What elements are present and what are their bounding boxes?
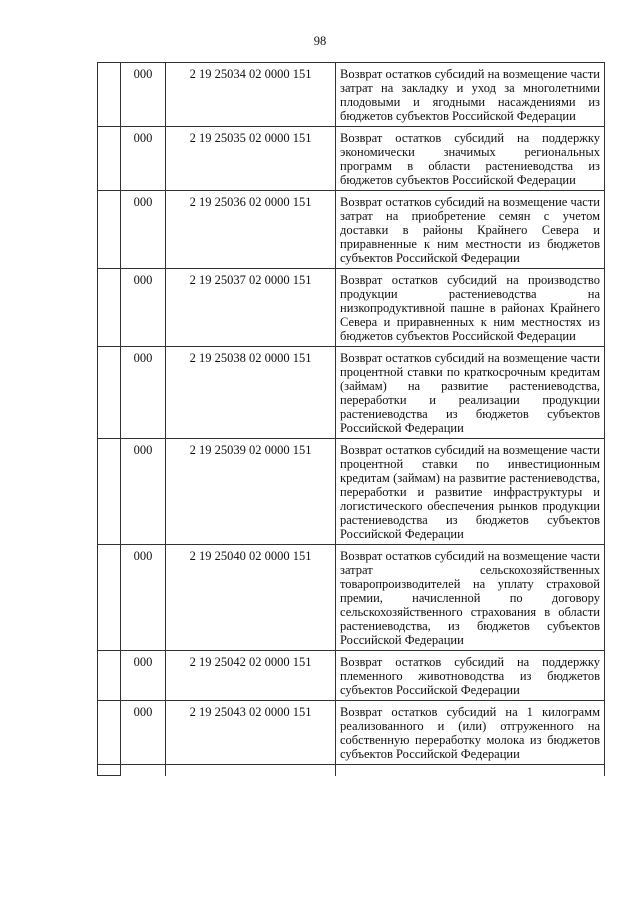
description-cell: Возврат остатков субсидий на возмещение части процентной ставки по краткосрочным кредитам (займам) на развитие растениеводства, переработки и реализации продукции растениеводства из бюджетов субъектов Российской Федерации bbox=[336, 347, 605, 439]
description-cell: Возврат остатков субсидий на возмещение части затрат сельскохозяйственных товаропроизводителей на уплату страховой премии, начисленной по договору сельскохозяйственного страхования в области растениеводства, из бюджетов субъектов Российской Федерации bbox=[336, 545, 605, 651]
description-cell: Возврат остатков субсидий на поддержку экономически значимых региональных программ в области растениеводства из бюджетов субъектов Российской Федерации bbox=[336, 127, 605, 191]
table-row bbox=[98, 191, 605, 269]
blank-cell bbox=[98, 765, 121, 776]
admin-code-cell: 000 bbox=[121, 63, 166, 127]
blank-cell bbox=[98, 545, 121, 651]
budget-code-cell: 2 19 25037 02 0000 151 bbox=[166, 269, 336, 347]
admin-code-cell: 000 bbox=[121, 701, 166, 765]
table-row bbox=[98, 269, 605, 347]
budget-code-cell: 2 19 25043 02 0000 151 bbox=[166, 701, 336, 765]
blank-cell bbox=[98, 439, 121, 545]
blank-cell bbox=[98, 269, 121, 347]
table-row-continuation bbox=[98, 765, 605, 776]
blank-cell bbox=[336, 765, 605, 776]
admin-code-cell: 000 bbox=[121, 347, 166, 439]
table-body bbox=[98, 63, 605, 776]
table-row bbox=[98, 439, 605, 545]
blank-cell bbox=[98, 701, 121, 765]
table-row bbox=[98, 651, 605, 701]
blank-cell bbox=[98, 191, 121, 269]
blank-cell bbox=[98, 127, 121, 191]
blank-cell bbox=[98, 347, 121, 439]
admin-code-cell: 000 bbox=[121, 191, 166, 269]
budget-classification-table bbox=[97, 62, 605, 776]
description-cell: Возврат остатков субсидий на возмещение части затрат на закладку и уход за многолетними плодовыми и ягодными насаждениями из бюджетов субъектов Российской Федерации bbox=[336, 63, 605, 127]
admin-code-cell: 000 bbox=[121, 651, 166, 701]
description-cell: Возврат остатков субсидий на производство продукции растениеводства на низкопродуктивной пашне в районах Крайнего Севера и приравненных к ним местностях из бюджетов субъектов Российской Федерации bbox=[336, 269, 605, 347]
table-row bbox=[98, 545, 605, 651]
table-row bbox=[98, 63, 605, 127]
budget-code-cell: 2 19 25035 02 0000 151 bbox=[166, 127, 336, 191]
blank-cell bbox=[98, 63, 121, 127]
description-cell: Возврат остатков субсидий на поддержку племенного животноводства из бюджетов субъектов Российской Федерации bbox=[336, 651, 605, 701]
budget-code-cell: 2 19 25042 02 0000 151 bbox=[166, 651, 336, 701]
description-cell: Возврат остатков субсидий на возмещение части затрат на приобретение семян с учетом доставки в районы Крайнего Севера и приравненные к ним местности из бюджетов субъектов Российской Федерации bbox=[336, 191, 605, 269]
blank-cell bbox=[121, 765, 166, 776]
blank-cell bbox=[166, 765, 336, 776]
blank-cell bbox=[98, 651, 121, 701]
table-row bbox=[98, 127, 605, 191]
table-row bbox=[98, 701, 605, 765]
budget-code-cell: 2 19 25039 02 0000 151 bbox=[166, 439, 336, 545]
page-number: 98 bbox=[313, 34, 327, 48]
budget-code-cell: 2 19 25038 02 0000 151 bbox=[166, 347, 336, 439]
budget-code-cell: 2 19 25036 02 0000 151 bbox=[166, 191, 336, 269]
budget-code-cell: 2 19 25034 02 0000 151 bbox=[166, 63, 336, 127]
table-row bbox=[98, 347, 605, 439]
budget-code-cell: 2 19 25040 02 0000 151 bbox=[166, 545, 336, 651]
admin-code-cell: 000 bbox=[121, 545, 166, 651]
description-cell: Возврат остатков субсидий на возмещение части процентной ставки по инвестиционным кредитам (займам) на развитие растениеводства, переработки и развитие инфраструктуры и логистического обеспечения рынков продукции растениеводства из бюджетов субъектов Российской Федерации bbox=[336, 439, 605, 545]
description-cell: Возврат остатков субсидий на 1 килограмм реализованного и (или) отгруженного на собственную переработку молока из бюджетов субъектов Российской Федерации bbox=[336, 701, 605, 765]
admin-code-cell: 000 bbox=[121, 269, 166, 347]
admin-code-cell: 000 bbox=[121, 127, 166, 191]
admin-code-cell: 000 bbox=[121, 439, 166, 545]
